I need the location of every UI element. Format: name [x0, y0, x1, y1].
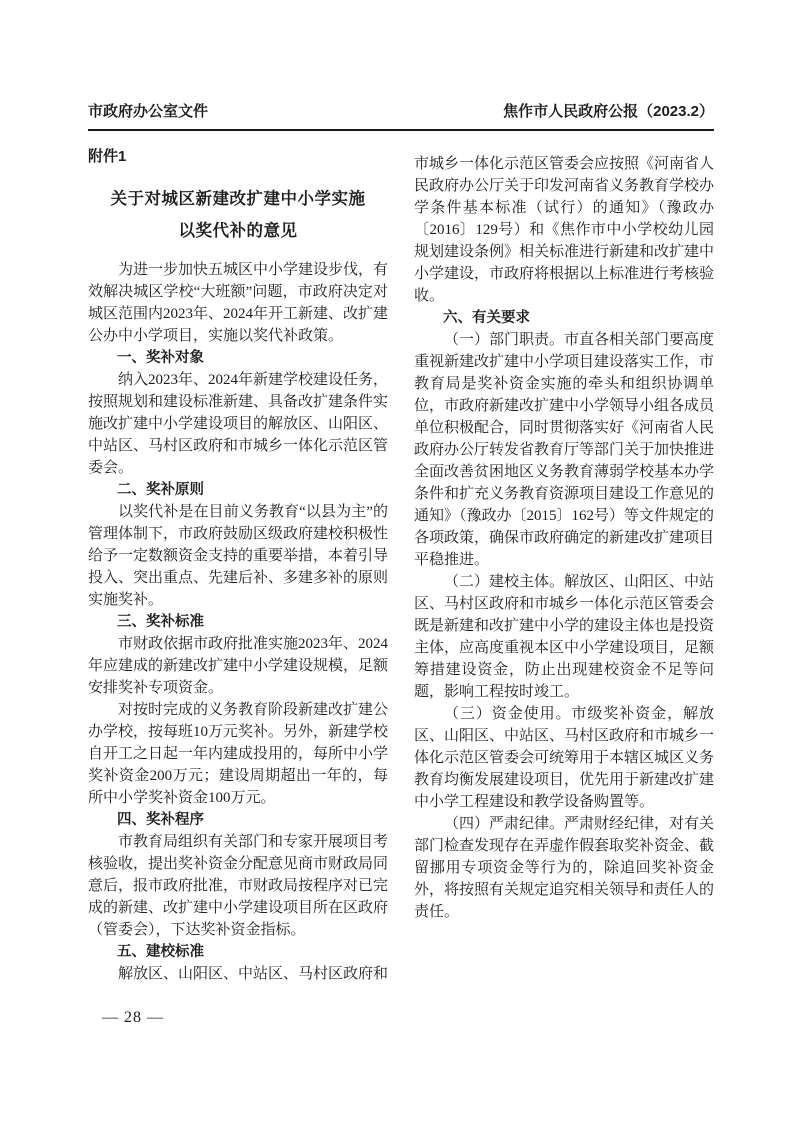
document-title-line2: 以奖代补的意见: [178, 221, 298, 240]
paragraph-school-building-standards-start: 解放区、山阳区、中站区、马村区政府和: [118, 966, 389, 982]
paragraph-requirement-4-discipline: （四）严肃纪律。严肃财经纪律，对有关部门检查发现存在弄虚作假套取奖补资金、截留挪用专项资金等行为的，除追回奖补资金外，将按照有关规定追究相关领导和责任人的责任。: [414, 816, 715, 920]
document-title-line1: 关于对城区新建改扩建中小学实施: [110, 189, 366, 208]
section-heading-6-requirements: 六、有关要求: [443, 310, 530, 326]
right-column: [414, 146, 714, 985]
paragraph-school-building-standards-continued: 市城乡一体化示范区管委会应按照《河南省人民政府办公厅关于印发河南省义务教育学校办学条件基本标准（试行）的通知》（豫政办〔2016〕129号）和《焦作市中小学校幼儿园规划建设条例》相关标准进行新建和改扩建中小学建设，市政府将根据以上标准进行考核验收。: [414, 156, 715, 304]
section-heading-3-award-standards: 三、奖补标准: [117, 614, 204, 630]
page-number: — 28 —: [102, 1009, 164, 1026]
two-column-body: [88, 146, 714, 985]
page-header: [88, 103, 714, 131]
paragraph-intro: 为进一步加快五城区中小学建设步伐，有效解决城区学校“大班额”问题，市政府决定对城区范围内2023年、2024年开工新建、改扩建公办中小学项目，实施以奖代补政策。: [88, 262, 389, 344]
section-heading-4-award-procedure: 四、奖补程序: [117, 812, 204, 828]
paragraph-award-principles: 以奖代补是在目前义务教育“以县为主”的管理体制下，市政府鼓励区级政府建校积极性给予一定数额资金支持的重要举措，本着引导投入、突出重点、先建后补、多建多补的原则实施奖补。: [88, 504, 389, 608]
left-column: [88, 146, 388, 985]
paragraph-award-procedure: 市教育局组织有关部门和专家开展项目考核验收，提出奖补资金分配意见商市财政局同意后，报市政府批准，市财政局按程序对已完成的新建、改扩建中小学建设项目所在区政府（管委会），下达奖补资金指标。: [88, 834, 389, 938]
document-title: [88, 183, 388, 247]
header-document-category: 市政府办公室文件: [88, 103, 209, 120]
paragraph-award-targets: 纳入2023年、2024年新建学校建设任务，按照规划和建设标准新建、具备改扩建条件实施改扩建中小学建设项目的解放区、山阳区、中站区、马村区政府和市城乡一体化示范区管委会。: [88, 372, 389, 476]
header-gazette-title: 焦作市人民政府公报（2023.2）: [503, 103, 714, 120]
paragraph-requirement-3-fund-usage: （三）资金使用。市级奖补资金，解放区、山阳区、中站区、马村区政府和市城乡一体化示范区管委会可统筹用于本辖区城区义务教育均衡发展建设项目，优先用于新建改扩建中小学工程建设和教学设备购置等。: [414, 706, 715, 810]
section-heading-1-award-targets: 一、奖补对象: [117, 350, 204, 366]
attachment-label: 附件1: [88, 148, 127, 165]
paragraph-requirement-1-department-duties: （一）部门职责。市直各相关部门要高度重视新建改扩建中小学项目建设落实工作，市教育局是奖补资金实施的牵头和组织协调单位，市政府新建改扩建中小学领导小组各成员单位积极配合，同时贯彻落实好《河南省人民政府办公厅转发省教育厅等部门关于加快推进全面改善贫困地区义务教育薄弱学校基本办学条件和扩充义务教育资源项目建设工作意见的通知》（豫政办〔2015〕162号）等文件规定的各项政策，确保市政府确定的新建改扩建项目平稳推进。: [414, 332, 715, 568]
paragraph-requirement-2-construction-entities: （二）建校主体。解放区、山阳区、中站区、马村区政府和市城乡一体化示范区管委会既是新建和改扩建中小学的建设主体也是投资主体，应高度重视本区中小学建设项目，足额筹措建设资金，防止出现建校资金不足等问题，影响工程按时竣工。: [414, 574, 715, 700]
paragraph-award-standards-1: 市财政依据市政府批准实施2023年、2024年应建成的新建改扩建中小学建设规模，足额安排奖补专项资金。: [88, 636, 389, 696]
section-heading-2-award-principles: 二、奖补原则: [117, 482, 204, 498]
section-heading-5-school-building-standards: 五、建校标准: [117, 944, 204, 960]
paragraph-award-standards-2: 对按时完成的义务教育阶段新建改扩建公办学校，按每班10万元奖补。另外，新建学校自开工之日起一年内建成投用的，每所中小学奖补资金200万元；建设周期超出一年的，每所中小学奖补资金100万元。: [88, 702, 389, 806]
